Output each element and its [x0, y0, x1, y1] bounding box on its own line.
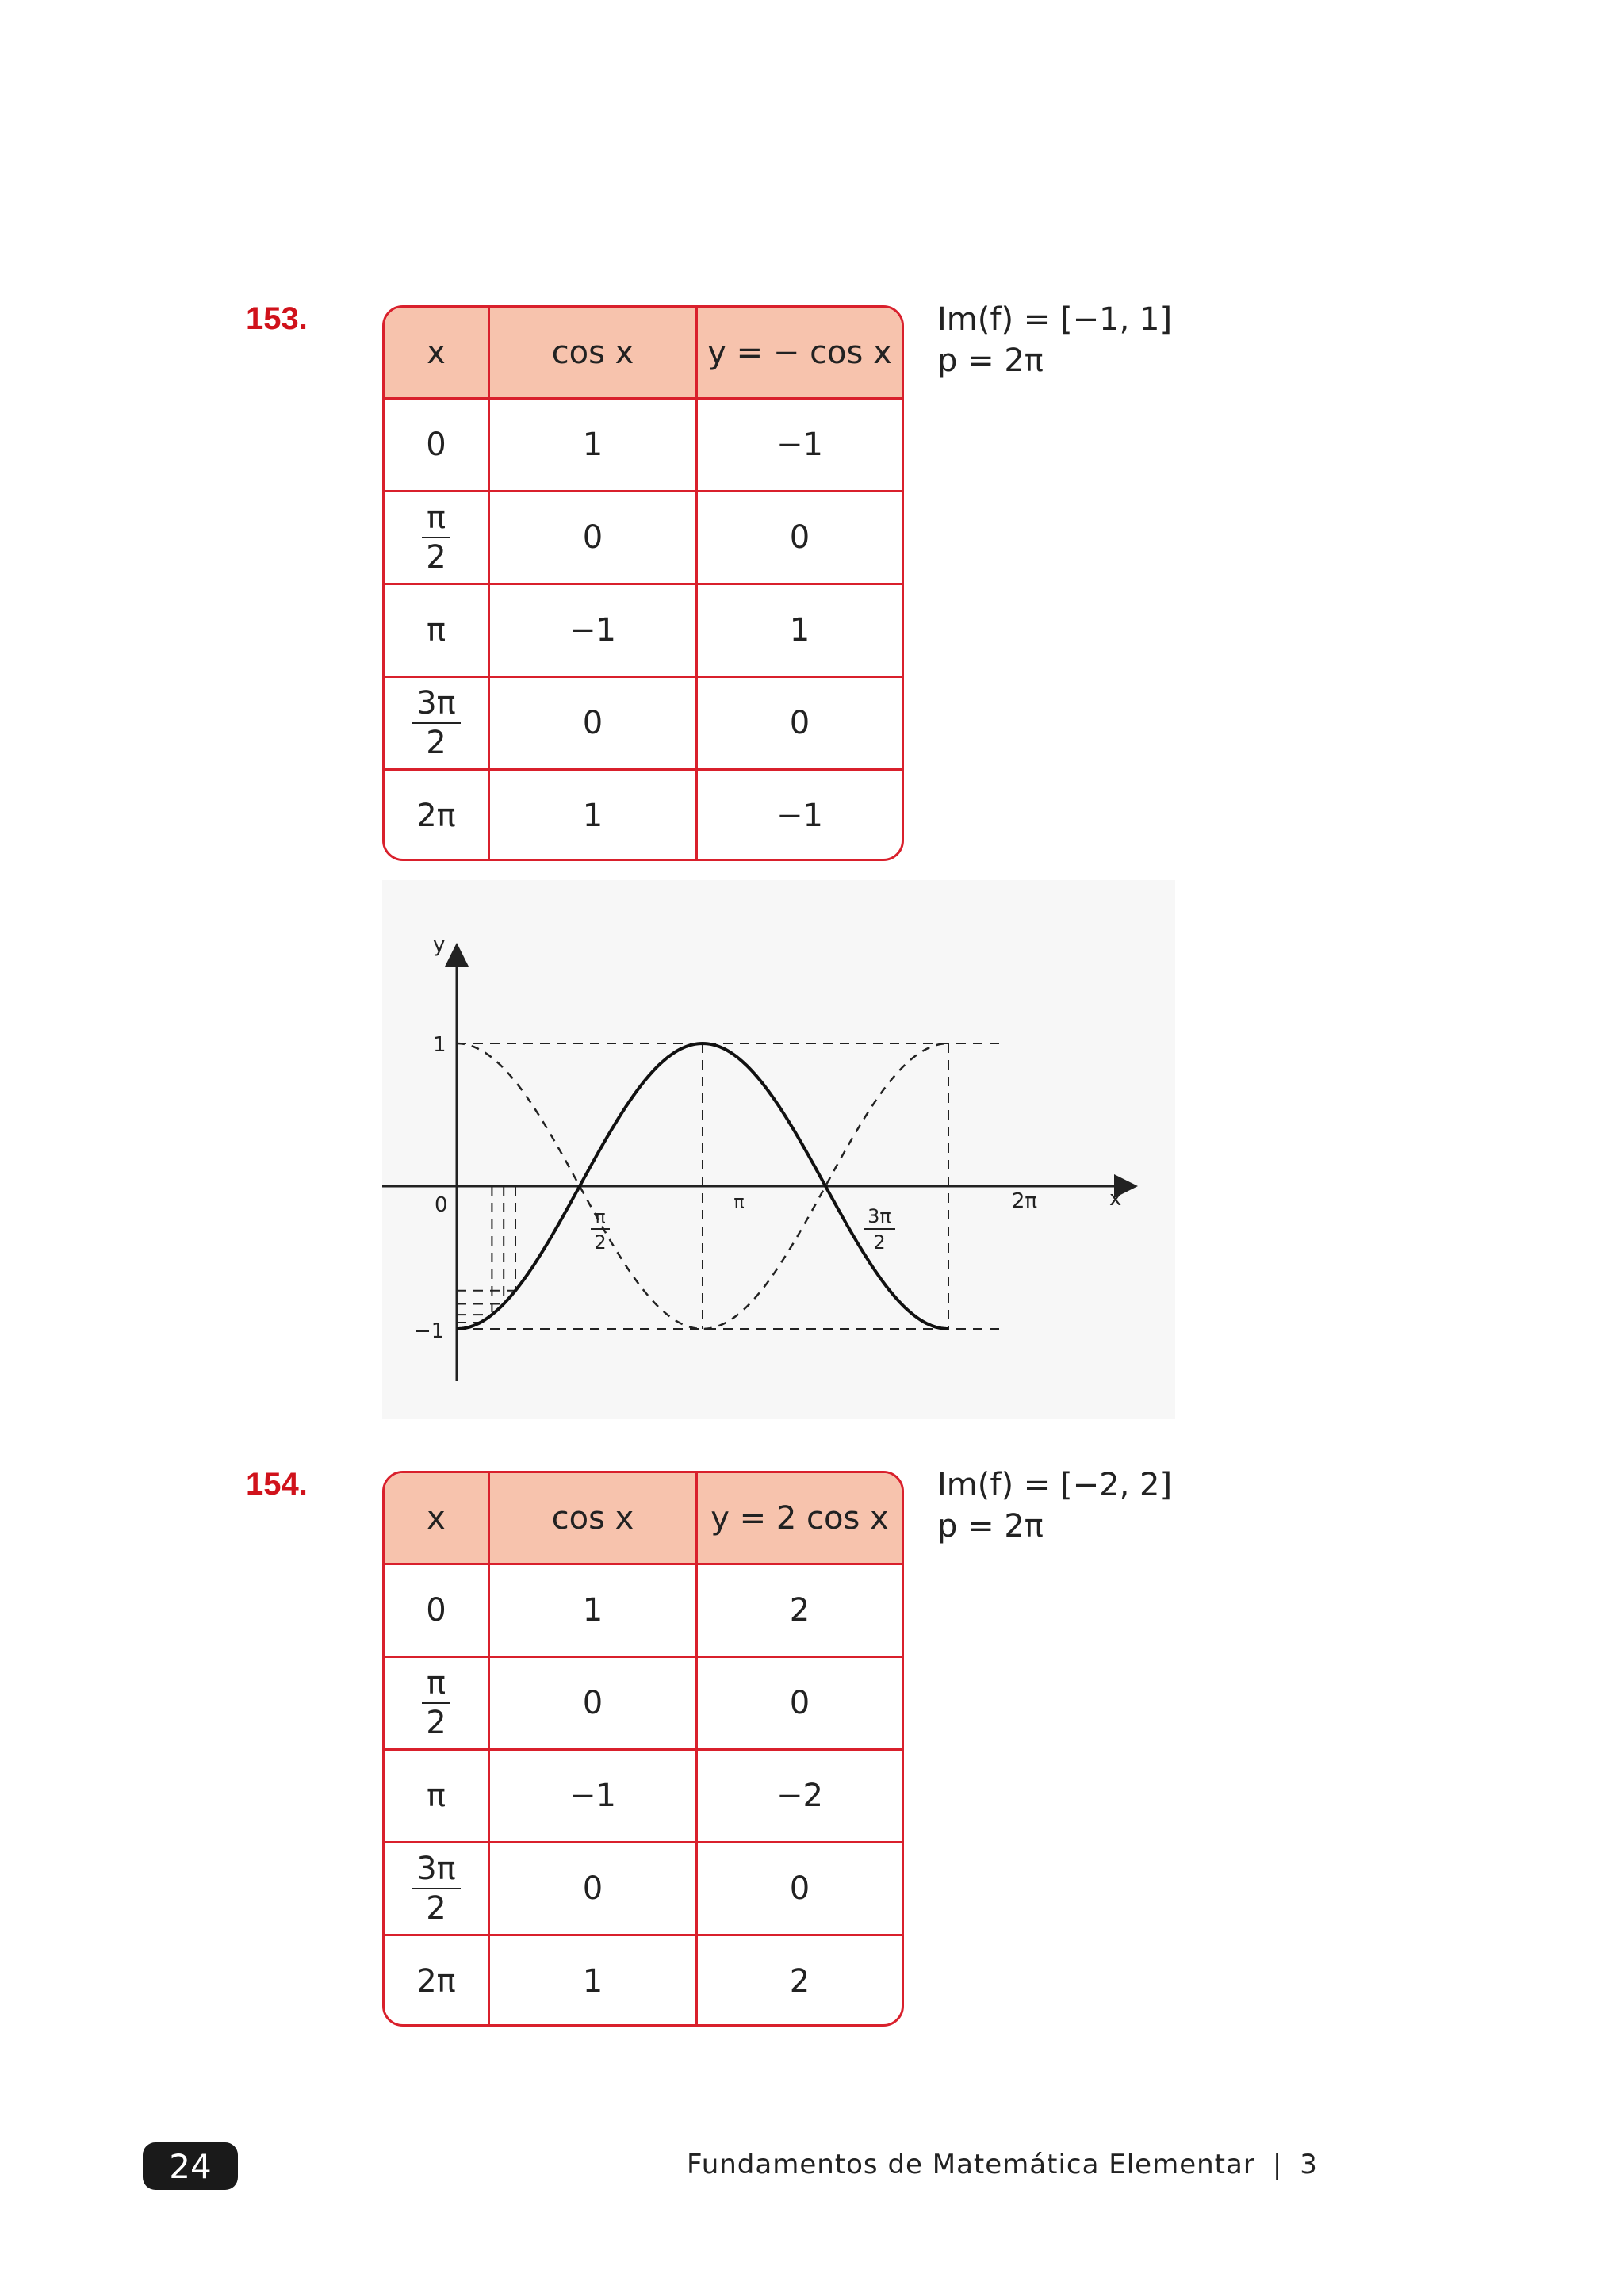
- table-header-row: [385, 1473, 902, 1563]
- cell-y: −1: [776, 427, 823, 463]
- table-row: [385, 583, 902, 676]
- cell-cos: 0: [490, 1658, 698, 1748]
- image-set: Im(f) = [−2, 2]: [937, 1467, 1173, 1503]
- cell-cos: 1: [490, 400, 698, 490]
- fraction: [422, 500, 450, 576]
- fraction-denominator: 2: [426, 1890, 446, 1927]
- page-number-badge: 24: [143, 2142, 238, 2190]
- cell-y: −1: [776, 798, 823, 834]
- fraction-numerator: π: [422, 502, 450, 538]
- fraction: [422, 1667, 450, 1739]
- table-row: [385, 397, 902, 490]
- table-row: [385, 1748, 902, 1841]
- period: p = 2π: [937, 343, 1044, 379]
- header-y: y = − cos x: [707, 334, 892, 371]
- cell-x: [385, 1843, 490, 1934]
- side-info-154: [937, 1464, 1172, 1547]
- cell-y: 0: [789, 705, 810, 741]
- table-row: [385, 676, 902, 768]
- cosine-graph: [382, 880, 1175, 1419]
- y-tick-minus-1: −1: [414, 1319, 445, 1343]
- x-tick-pi-half-den: 2: [594, 1231, 607, 1254]
- table-154: [382, 1471, 904, 2027]
- cell-y: 0: [789, 1870, 810, 1907]
- fraction: [412, 1851, 461, 1927]
- table-row: [385, 1563, 902, 1656]
- fraction-numerator: 3π: [412, 687, 461, 724]
- book-title: Fundamentos de Matemática Elementar: [687, 2149, 1255, 2180]
- header-cos: cos x: [490, 308, 698, 397]
- fraction-denominator: 2: [426, 725, 446, 761]
- cell-y: 2: [789, 1592, 810, 1629]
- period: p = 2π: [937, 1508, 1044, 1545]
- table-row: [385, 768, 902, 861]
- origin-label: 0: [435, 1193, 448, 1217]
- cell-cos: 1: [490, 771, 698, 861]
- cell-y: 1: [789, 612, 810, 649]
- cell-cos: 1: [490, 1565, 698, 1656]
- cell-x: 0: [385, 1565, 490, 1656]
- cell-y: 0: [789, 519, 810, 556]
- cell-cos: 0: [490, 492, 698, 583]
- cell-x: 2π: [385, 771, 490, 861]
- fraction-denominator: 2: [426, 1705, 446, 1741]
- table-row: [385, 1841, 902, 1934]
- fraction-denominator: 2: [426, 539, 446, 576]
- cell-y: 0: [789, 1685, 810, 1721]
- y-tick-1: 1: [433, 1033, 446, 1057]
- cell-cos: 0: [490, 678, 698, 768]
- header-x: x: [385, 1473, 490, 1563]
- fraction-numerator: π: [422, 1667, 450, 1704]
- table-row: [385, 1934, 902, 2027]
- cell-x: [385, 492, 490, 583]
- table-row: [385, 490, 902, 583]
- header-cos: cos x: [490, 1473, 698, 1563]
- table-row: [385, 1656, 902, 1748]
- cell-x: 0: [385, 400, 490, 490]
- cell-cos: −1: [490, 1751, 698, 1841]
- cell-x: π: [385, 1751, 490, 1841]
- header-y: y = 2 cos x: [710, 1499, 889, 1537]
- exercise-number-153: 153.: [246, 301, 308, 336]
- cell-cos: 1: [490, 1936, 698, 2027]
- cell-x: [385, 678, 490, 768]
- fraction: [412, 687, 461, 759]
- x-tick-2pi: 2π: [1011, 1189, 1038, 1213]
- x-tick-pi-half-num: π: [595, 1208, 606, 1227]
- footer-title: [687, 2149, 1318, 2180]
- x-tick-3pi-half-den: 2: [873, 1231, 886, 1254]
- cell-cos: 0: [490, 1843, 698, 1934]
- fraction-numerator: 3π: [412, 1853, 461, 1889]
- exercise-number-154: 154.: [246, 1467, 308, 1502]
- table-header-row: [385, 308, 902, 397]
- image-set: Im(f) = [−1, 1]: [937, 301, 1173, 338]
- y-axis-label: y: [433, 933, 446, 957]
- cell-x: [385, 1658, 490, 1748]
- graph-panel: [382, 880, 1175, 1419]
- cell-y: 2: [789, 1963, 810, 2000]
- x-tick-pi: π: [733, 1192, 745, 1212]
- cell-cos: −1: [490, 585, 698, 676]
- table-153: [382, 305, 904, 861]
- cell-x: π: [385, 585, 490, 676]
- x-axis-label: x: [1109, 1187, 1122, 1211]
- cell-y: −2: [776, 1778, 823, 1814]
- volume-number: 3: [1300, 2149, 1318, 2180]
- side-info-153: [937, 299, 1172, 381]
- footer-separator: |: [1272, 2149, 1283, 2180]
- x-tick-3pi-half-num: 3π: [868, 1205, 891, 1227]
- cell-x: 2π: [385, 1936, 490, 2027]
- header-x: x: [385, 308, 490, 397]
